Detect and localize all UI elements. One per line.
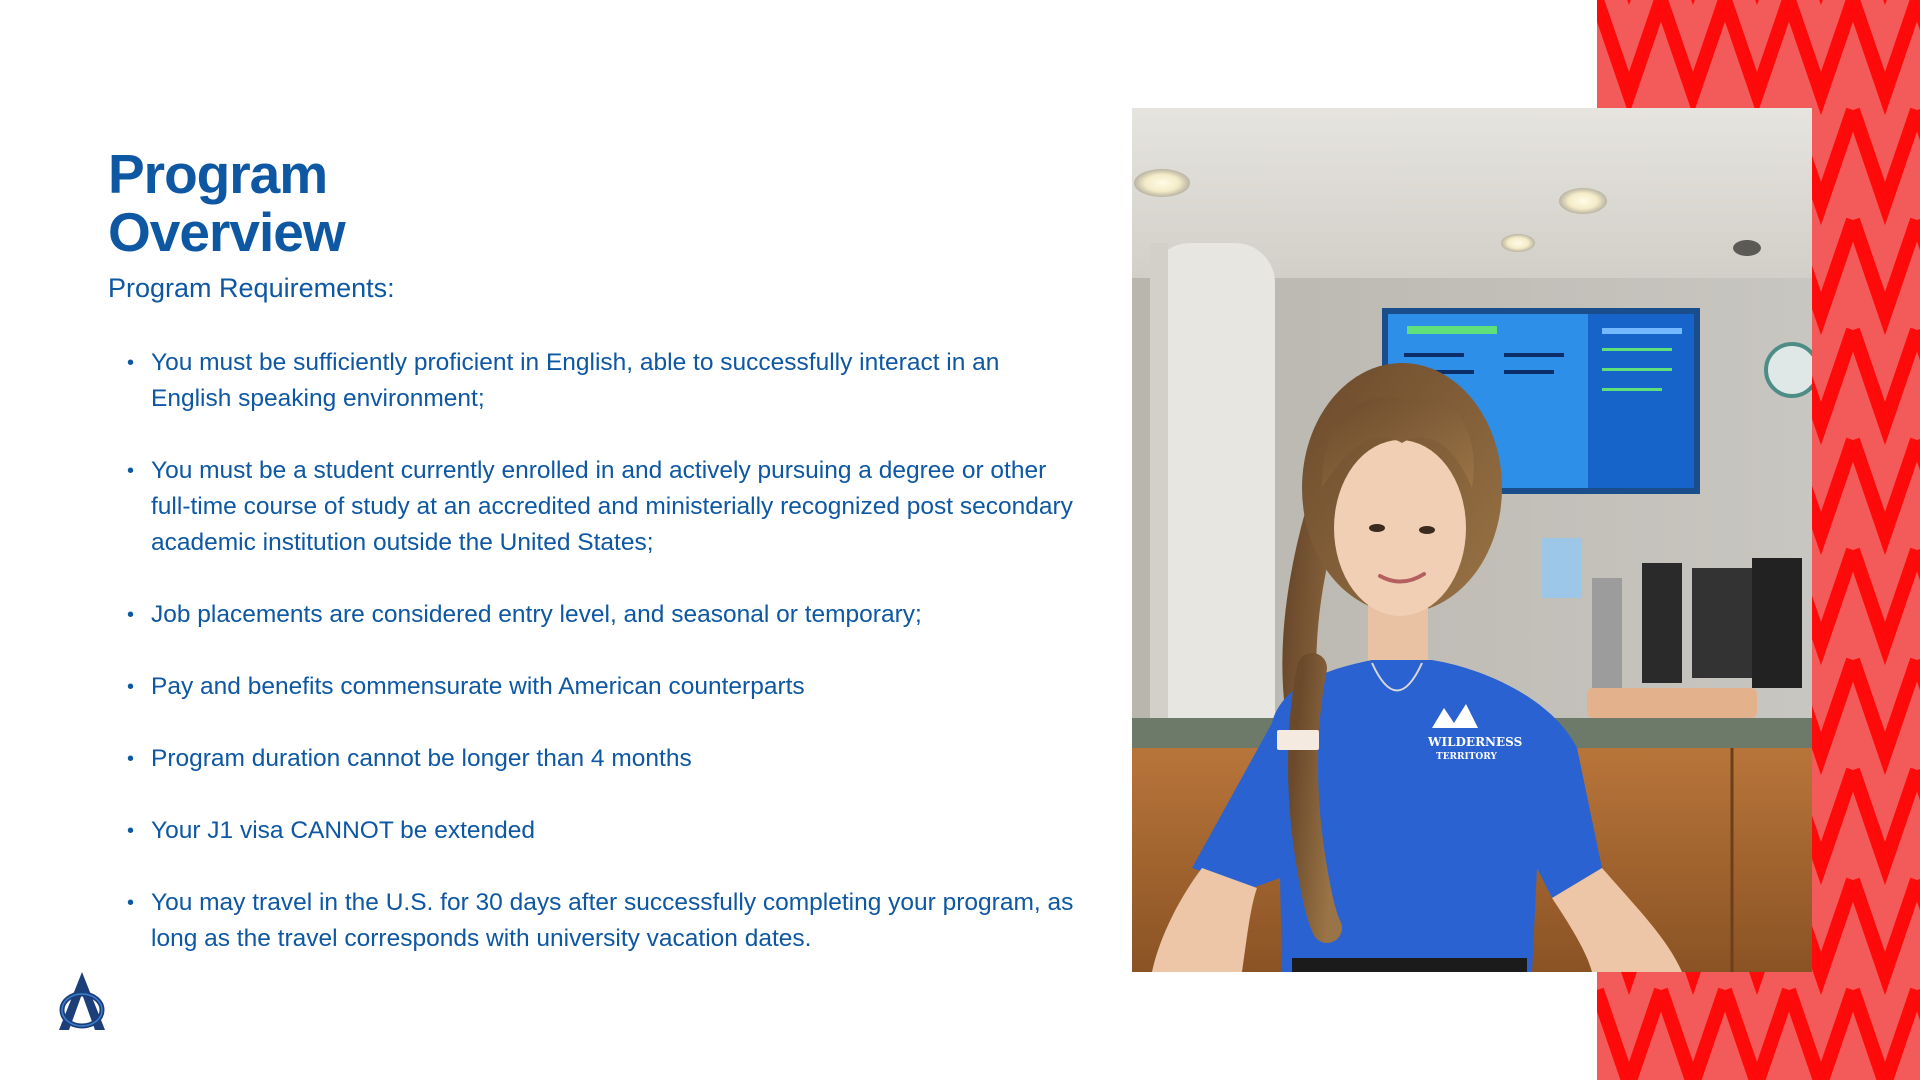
requirement-text: You must be sufficiently proficient in English, able to successfully interact in an English speaking environment; (151, 349, 1000, 412)
requirement-text: Program duration cannot be longer than 4 months (151, 745, 692, 772)
title-line-1: Program (108, 143, 328, 205)
ceiling-light (1733, 240, 1761, 256)
requirement-text: Your J1 visa CANNOT be extended (151, 817, 536, 844)
bullet-icon: • (127, 676, 135, 698)
section-subtitle: Program Requirements: (108, 273, 395, 303)
ceiling-light (1559, 188, 1607, 214)
ceiling-light (1501, 234, 1535, 252)
wall-clock (1766, 344, 1812, 396)
requirement-text: Pay and benefits commensurate with American counterparts (151, 673, 805, 700)
title-line-2: Overview (108, 201, 345, 263)
face (1334, 440, 1466, 616)
page-title (108, 145, 608, 261)
company-logo-icon (55, 970, 109, 1032)
ceiling-light (1134, 169, 1190, 197)
list-item (125, 669, 1075, 705)
requirement-text: You must be a student currently enrolled in and actively pursuing a degree or other full-time course of study at an accredited and ministerially recognized post secondary academic institution outside the United States; (151, 457, 1073, 556)
list-item (125, 741, 1075, 777)
bullet-icon: • (127, 460, 135, 482)
bullet-icon: • (127, 352, 135, 374)
requirement-text: Job placements are considered entry level, and seasonal or temporary; (151, 601, 922, 628)
requirement-text: You may travel in the U.S. for 30 days after successfully completing your program, as long as the travel corresponds with university vacation dates. (151, 889, 1074, 952)
list-item (125, 345, 1075, 417)
bullet-icon: • (127, 604, 135, 626)
requirements-list (125, 345, 1075, 993)
list-item (125, 597, 1075, 633)
bullet-icon: • (127, 892, 135, 914)
list-item (125, 453, 1075, 561)
list-item (125, 885, 1075, 957)
shirt-logo-text-1: WILDERNESS (1428, 735, 1523, 749)
photo-illustration (1132, 108, 1812, 972)
name-badge (1277, 730, 1319, 750)
shirt-logo-text-2: TERRITORY (1436, 752, 1497, 762)
bullet-icon: • (127, 748, 135, 770)
staff-photo (1132, 108, 1812, 972)
bullet-icon: • (127, 820, 135, 842)
list-item (125, 813, 1075, 849)
